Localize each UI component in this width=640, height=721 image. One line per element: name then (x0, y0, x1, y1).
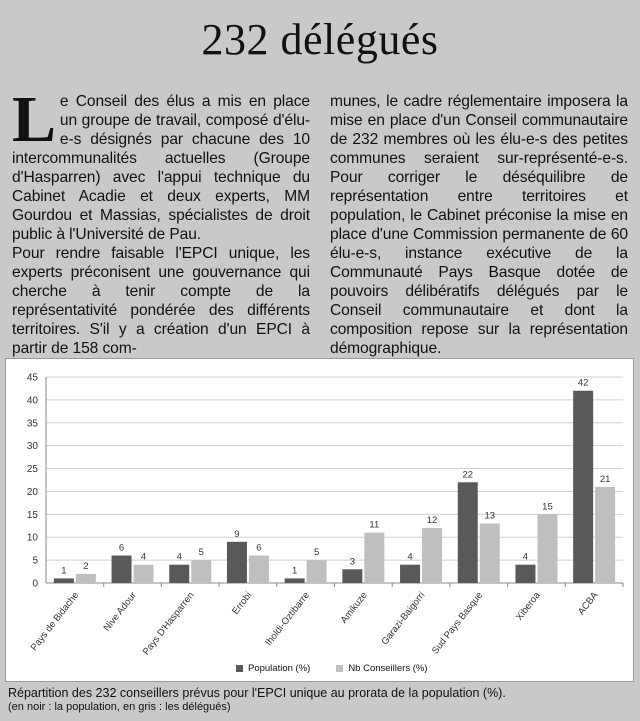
bar-population (458, 482, 478, 583)
x-tick-label: Amikuze (338, 590, 370, 626)
article-column-left (12, 83, 310, 358)
data-label: 22 (462, 469, 474, 481)
data-label: 21 (599, 473, 611, 485)
paragraph-1: e Conseil des élus a mis en place un groupe de travail, composé d'élu-e-s désignés par chacune des 10 intercommunalités actuelles (Groupe d'Hasparren) avec l'appui technique du Cabinet Acadie et deux experts, MM Gourdou et Massias, spécialistes de droit public à l'Université de Pau. (12, 93, 310, 243)
page-title: 232 délégués (201, 15, 439, 64)
bar-population (112, 556, 132, 583)
x-tick-label: Nive Adour (101, 590, 139, 634)
data-label: 1 (61, 565, 67, 577)
x-tick-label: Pays de Bidache (28, 590, 82, 654)
x-tick-label: Xiberoa (513, 590, 543, 623)
data-label: 11 (369, 519, 380, 531)
y-tick-label: 20 (26, 486, 38, 498)
data-label: 4 (140, 551, 147, 563)
data-label: 4 (522, 551, 529, 563)
data-label: 1 (292, 565, 298, 577)
x-tick-label: Errobi (230, 590, 255, 617)
chart-caption (8, 686, 632, 714)
y-tick-label: 40 (26, 395, 38, 407)
data-label: 5 (314, 547, 320, 559)
data-label: 13 (484, 510, 496, 522)
bar-chart (6, 359, 633, 681)
legend-label-conseillers: Nb Conseillers (%) (348, 663, 428, 674)
x-tick-label: Pays D'Hasparren (140, 590, 197, 658)
bar-population (227, 542, 247, 583)
caption-line-1: Répartition des 232 conseillers prévus pour l'EPCI unique au prorata de la population (%). (8, 686, 506, 700)
data-label: 2 (83, 560, 89, 572)
x-tick-label: Iholdi-Oztibarre (263, 590, 313, 649)
paragraph-2: Pour rendre faisable l'EPCI unique, les experts préconisent une gouvernance qui cherche à tenir compte de la représentativité pondérée des différents territoires. S'il y a création d'un EPCI à partir de 158 com- (12, 245, 310, 357)
legend-label-population: Population (%) (248, 663, 311, 674)
article-column-right (330, 92, 628, 358)
data-label: 12 (426, 515, 438, 527)
bar-conseillers (249, 556, 269, 583)
y-tick-label: 35 (26, 418, 38, 430)
data-label: 42 (577, 377, 589, 389)
bar-conseillers (480, 523, 500, 583)
bar-conseillers (191, 560, 211, 583)
y-tick-label: 5 (32, 555, 38, 567)
bar-conseillers (134, 565, 154, 583)
bar-population (342, 569, 362, 583)
y-tick-label: 0 (32, 578, 38, 590)
legend-item-population (236, 663, 310, 674)
data-label: 4 (176, 551, 182, 563)
data-label: 6 (118, 542, 125, 554)
y-tick-label: 45 (26, 372, 38, 384)
bar-conseillers (364, 533, 384, 583)
data-label: 3 (349, 556, 355, 568)
data-label: 15 (542, 501, 553, 513)
y-tick-label: 30 (26, 441, 38, 453)
data-label: 6 (256, 542, 262, 554)
x-tick-label: ACBA (575, 590, 601, 618)
bar-conseillers (595, 487, 615, 583)
legend-swatch-conseillers (336, 665, 343, 672)
bar-population (285, 578, 305, 583)
data-label: 5 (198, 547, 204, 559)
y-tick-label: 15 (26, 509, 38, 521)
chart-legend (236, 663, 428, 674)
bar-conseillers (307, 560, 327, 583)
y-tick-label: 10 (26, 532, 38, 544)
y-tick-label: 25 (26, 464, 38, 476)
x-tick-label: Sud Pays Basque (429, 590, 486, 657)
bar-population (515, 565, 535, 583)
bar-population (169, 565, 189, 583)
bar-conseillers (76, 574, 96, 583)
legend-swatch-population (236, 665, 243, 672)
article-body (12, 83, 630, 358)
data-label: 9 (234, 528, 240, 540)
data-label: 4 (407, 551, 413, 563)
x-tick-label: Garazi-Baigorri (379, 590, 428, 648)
dropcap: L (12, 83, 56, 156)
paragraph-3: munes, le cadre réglementaire imposera la mise en place d'un Conseil communautaire de 232 membres où les élu-e-s des petites communes seraient sur-représenté-e-s. Pour corriger le déséquilibre de représentation entre territoires et population, le Cabinet préconise la mise en place d'une Commission permanente de 60 élu-e-s, instance exécutive de la Communauté Pays Basque dotée de pouvoirs délibératifs délégués par le Conseil communautaire et dont la composition repose sur la représentation démographique. (330, 93, 628, 357)
legend-item-conseillers (336, 663, 427, 674)
bar-population (400, 565, 420, 583)
bar-population (54, 578, 74, 583)
chart-panel (5, 358, 634, 682)
bar-population (573, 391, 593, 583)
bar-conseillers (537, 514, 557, 583)
bar-conseillers (422, 528, 442, 583)
caption-line-2: (en noir : la population, en gris : les délégués) (8, 701, 231, 713)
